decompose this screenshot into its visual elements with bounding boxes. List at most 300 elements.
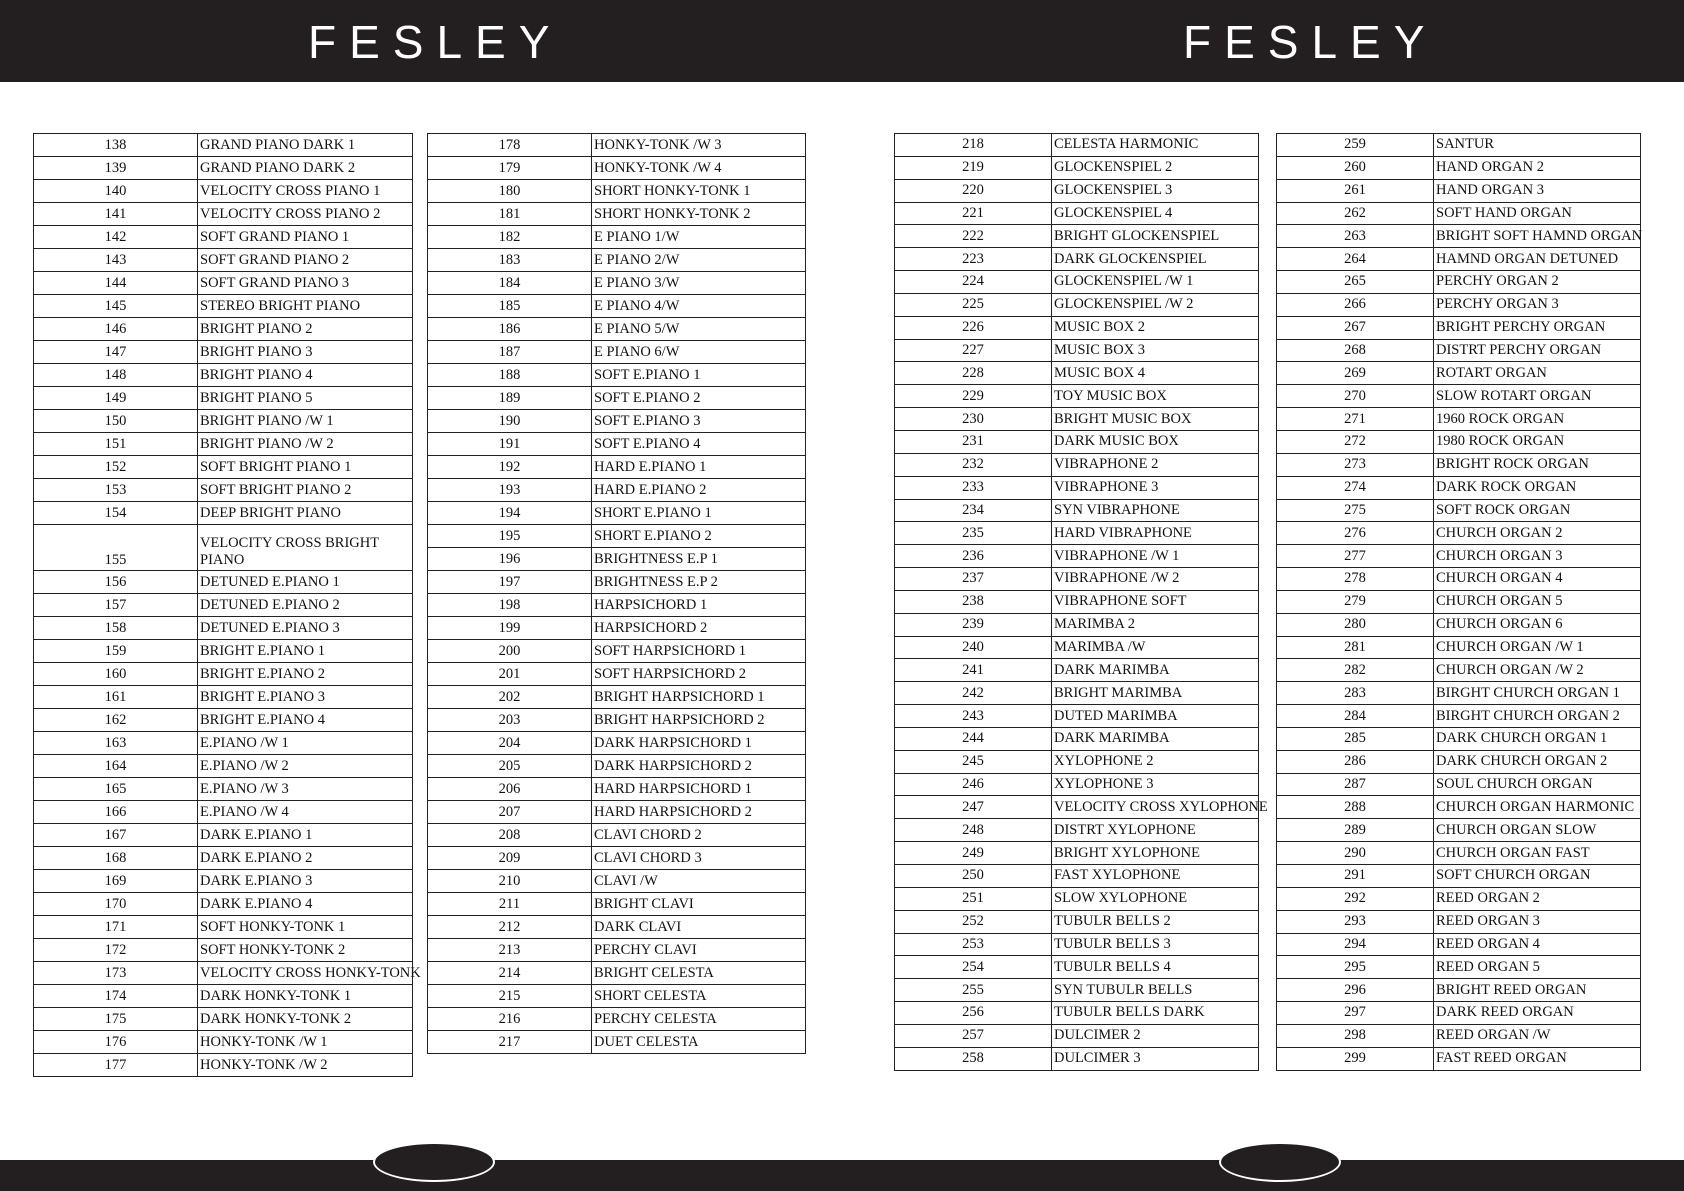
voice-number: 275: [1277, 499, 1434, 522]
voice-name: REED ORGAN 4: [1434, 933, 1641, 956]
voice-name: E.PIANO /W 1: [198, 732, 413, 755]
voice-name: DEEP BRIGHT PIANO: [198, 502, 413, 525]
voice-number: 293: [1277, 910, 1434, 933]
voice-number: 256: [895, 1002, 1052, 1025]
table-row: [1277, 179, 1641, 202]
table-row: [34, 1054, 413, 1077]
voice-table-4: [1276, 133, 1641, 1071]
table-row: [428, 479, 806, 502]
table-row: [428, 893, 806, 916]
voice-name: DARK E.PIANO 4: [198, 893, 413, 916]
voice-number: 202: [428, 686, 592, 709]
voice-number: 162: [34, 709, 198, 732]
table-row: [1277, 339, 1641, 362]
voice-number: 166: [34, 801, 198, 824]
voice-name: BRIGHT CELESTA: [592, 962, 806, 985]
voice-name: E.PIANO /W 3: [198, 778, 413, 801]
table-row: [428, 387, 806, 410]
voice-number: 219: [895, 156, 1052, 179]
table-row: [1277, 910, 1641, 933]
table-row: [1277, 202, 1641, 225]
voice-name: CHURCH ORGAN 5: [1434, 590, 1641, 613]
voice-name: SOFT HARPSICHORD 1: [592, 640, 806, 663]
voice-name: HARD VIBRAPHONE: [1052, 522, 1259, 545]
voice-number: 282: [1277, 659, 1434, 682]
voice-name: DARK HARPSICHORD 1: [592, 732, 806, 755]
voice-name: BRIGHT PIANO 5: [198, 387, 413, 410]
table-row: [34, 203, 413, 226]
table-row: [34, 939, 413, 962]
voice-number: 214: [428, 962, 592, 985]
voice-number: 175: [34, 1008, 198, 1031]
voice-number: 197: [428, 571, 592, 594]
voice-number: 205: [428, 755, 592, 778]
table-row: [1277, 271, 1641, 294]
table-row: [1277, 887, 1641, 910]
voice-name: VIBRAPHONE /W 2: [1052, 568, 1259, 591]
voice-name: BRIGHTNESS E.P 2: [592, 571, 806, 594]
voice-number: 208: [428, 824, 592, 847]
voice-number: 277: [1277, 545, 1434, 568]
voice-name: DARK E.PIANO 2: [198, 847, 413, 870]
voice-number: 191: [428, 433, 592, 456]
voice-number: 148: [34, 364, 198, 387]
table-row: [1277, 819, 1641, 842]
voice-name: BRIGHT MARIMBA: [1052, 682, 1259, 705]
voice-number: 177: [34, 1054, 198, 1077]
voice-name: BRIGHT HARPSICHORD 2: [592, 709, 806, 732]
voice-number: 297: [1277, 1002, 1434, 1025]
voice-number: 295: [1277, 956, 1434, 979]
voice-number: 273: [1277, 453, 1434, 476]
voice-number: 250: [895, 865, 1052, 888]
voice-number: 248: [895, 819, 1052, 842]
voice-number: 241: [895, 659, 1052, 682]
page-number-oval-left: [373, 1142, 495, 1182]
table-row: [1277, 773, 1641, 796]
table-row: [428, 1008, 806, 1031]
table-row: [34, 962, 413, 985]
voice-name: HONKY-TONK /W 1: [198, 1031, 413, 1054]
voice-number: 267: [1277, 316, 1434, 339]
voice-number: 259: [1277, 134, 1434, 157]
voice-name: CLAVI CHORD 3: [592, 847, 806, 870]
table-row: [428, 755, 806, 778]
voice-number: 244: [895, 727, 1052, 750]
voice-name: GLOCKENSPIEL 3: [1052, 179, 1259, 202]
table-row: [1277, 979, 1641, 1002]
voice-name: BRIGHT HARPSICHORD 1: [592, 686, 806, 709]
voice-number: 261: [1277, 179, 1434, 202]
voice-number: 159: [34, 640, 198, 663]
voice-number: 239: [895, 613, 1052, 636]
voice-number: 151: [34, 433, 198, 456]
voice-name: SOFT ROCK ORGAN: [1434, 499, 1641, 522]
table-row: [895, 819, 1259, 842]
voice-number: 284: [1277, 705, 1434, 728]
voice-name: DARK HONKY-TONK 2: [198, 1008, 413, 1031]
voice-number: 281: [1277, 636, 1434, 659]
table-row: [428, 686, 806, 709]
voice-name: SHORT CELESTA: [592, 985, 806, 1008]
voice-number: 227: [895, 339, 1052, 362]
voice-name: TUBULR BELLS 4: [1052, 956, 1259, 979]
brand-logo-right: FESLEY: [1183, 16, 1438, 68]
voice-number: 182: [428, 226, 592, 249]
voice-number: 140: [34, 180, 198, 203]
voice-name: SOFT E.PIANO 3: [592, 410, 806, 433]
table-row: [895, 179, 1259, 202]
table-row: [895, 408, 1259, 431]
table-row: [1277, 362, 1641, 385]
voice-number: 143: [34, 249, 198, 272]
table-row: [1277, 682, 1641, 705]
table-row: [1277, 1024, 1641, 1047]
voice-name: 1980 ROCK ORGAN: [1434, 430, 1641, 453]
voice-name: BRIGHT CLAVI: [592, 893, 806, 916]
table-row: [1277, 636, 1641, 659]
table-row: [34, 686, 413, 709]
table-row: [895, 933, 1259, 956]
table-row: [895, 910, 1259, 933]
table-row: [34, 180, 413, 203]
table-row: [34, 364, 413, 387]
table-row: [428, 916, 806, 939]
voice-name: DARK HONKY-TONK 1: [198, 985, 413, 1008]
voice-name: DARK GLOCKENSPIEL: [1052, 248, 1259, 271]
voice-number: 171: [34, 916, 198, 939]
voice-name: REED ORGAN 5: [1434, 956, 1641, 979]
voice-name: SOFT HONKY-TONK 2: [198, 939, 413, 962]
table-row: [895, 156, 1259, 179]
table-row: [34, 226, 413, 249]
voice-name: PERCHY CELESTA: [592, 1008, 806, 1031]
table-row: [428, 1031, 806, 1054]
table-row: [34, 732, 413, 755]
table-row: [1277, 842, 1641, 865]
voice-number: 147: [34, 341, 198, 364]
voice-name: CHURCH ORGAN 2: [1434, 522, 1641, 545]
table-row: [34, 594, 413, 617]
voice-name: SOFT GRAND PIANO 3: [198, 272, 413, 295]
voice-name: BRIGHT XYLOPHONE: [1052, 842, 1259, 865]
voice-number: 246: [895, 773, 1052, 796]
voice-name: REED ORGAN 2: [1434, 887, 1641, 910]
voice-name: DARK MUSIC BOX: [1052, 430, 1259, 453]
voice-name: GLOCKENSPIEL 2: [1052, 156, 1259, 179]
voice-name: VELOCITY CROSS PIANO 1: [198, 180, 413, 203]
voice-name: DISTRT XYLOPHONE: [1052, 819, 1259, 842]
table-row: [895, 248, 1259, 271]
voice-number: 163: [34, 732, 198, 755]
voice-name: DARK MARIMBA: [1052, 659, 1259, 682]
voice-number: 268: [1277, 339, 1434, 362]
voice-name: E PIANO 1/W: [592, 226, 806, 249]
table-row: [34, 134, 413, 157]
voice-number: 278: [1277, 568, 1434, 591]
voice-number: 266: [1277, 293, 1434, 316]
voice-number: 242: [895, 682, 1052, 705]
voice-name: DARK CHURCH ORGAN 2: [1434, 750, 1641, 773]
table-row: [34, 272, 413, 295]
voice-name: SANTUR: [1434, 134, 1641, 157]
voice-name: SHORT HONKY-TONK 2: [592, 203, 806, 226]
voice-number: 180: [428, 180, 592, 203]
table-row: [1277, 156, 1641, 179]
voice-number: 229: [895, 385, 1052, 408]
table-row: [428, 318, 806, 341]
table-row: [428, 410, 806, 433]
voice-number: 292: [1277, 887, 1434, 910]
voice-number: 154: [34, 502, 198, 525]
voice-name: BRIGHT PIANO 3: [198, 341, 413, 364]
voice-name: VELOCITY CROSS BRIGHT PIANO: [198, 525, 413, 571]
page-number-oval-right: [1219, 1142, 1341, 1182]
voice-number: 174: [34, 985, 198, 1008]
voice-number: 157: [34, 594, 198, 617]
voice-name: SOUL CHURCH ORGAN: [1434, 773, 1641, 796]
table-row: [895, 705, 1259, 728]
table-row: [895, 887, 1259, 910]
table-row: [895, 453, 1259, 476]
voice-number: 215: [428, 985, 592, 1008]
voice-name: TUBULR BELLS 3: [1052, 933, 1259, 956]
voice-name: SLOW XYLOPHONE: [1052, 887, 1259, 910]
voice-name: HAND ORGAN 2: [1434, 156, 1641, 179]
table-row: [895, 842, 1259, 865]
table-row: [34, 801, 413, 824]
table-row: [895, 545, 1259, 568]
voice-number: 247: [895, 796, 1052, 819]
table-row: [895, 225, 1259, 248]
voice-number: 220: [895, 179, 1052, 202]
voice-name: STEREO BRIGHT PIANO: [198, 295, 413, 318]
table-row: [1277, 727, 1641, 750]
table-row: [1277, 613, 1641, 636]
table-row: [1277, 225, 1641, 248]
table-row: [34, 824, 413, 847]
voice-number: 190: [428, 410, 592, 433]
table-row: [895, 750, 1259, 773]
table-row: [34, 778, 413, 801]
table-row: [428, 571, 806, 594]
table-row: [34, 525, 413, 571]
voice-name: VIBRAPHONE SOFT: [1052, 590, 1259, 613]
table-row: [895, 202, 1259, 225]
table-row: [895, 293, 1259, 316]
brand-logo-left: FESLEY: [308, 16, 563, 68]
voice-number: 291: [1277, 865, 1434, 888]
voice-number: 186: [428, 318, 592, 341]
table-row: [34, 640, 413, 663]
table-row: [34, 870, 413, 893]
table-row: [895, 1002, 1259, 1025]
voice-name: DARK CHURCH ORGAN 1: [1434, 727, 1641, 750]
voice-number: 158: [34, 617, 198, 640]
table-row: [1277, 293, 1641, 316]
voice-name: VIBRAPHONE 3: [1052, 476, 1259, 499]
voice-name: E PIANO 4/W: [592, 295, 806, 318]
voice-name: SYN TUBULR BELLS: [1052, 979, 1259, 1002]
voice-name: SOFT BRIGHT PIANO 1: [198, 456, 413, 479]
voice-number: 257: [895, 1024, 1052, 1047]
table-row: [34, 295, 413, 318]
voice-number: 207: [428, 801, 592, 824]
voice-number: 188: [428, 364, 592, 387]
table-row: [34, 755, 413, 778]
table-row: [895, 1047, 1259, 1070]
voice-number: 237: [895, 568, 1052, 591]
table-row: [34, 1031, 413, 1054]
voice-number: 212: [428, 916, 592, 939]
voice-name: SYN VIBRAPHONE: [1052, 499, 1259, 522]
voice-number: 265: [1277, 271, 1434, 294]
voice-number: 146: [34, 318, 198, 341]
voice-number: 192: [428, 456, 592, 479]
voice-name: GLOCKENSPIEL /W 1: [1052, 271, 1259, 294]
voice-number: 238: [895, 590, 1052, 613]
voice-name: BIRGHT CHURCH ORGAN 1: [1434, 682, 1641, 705]
voice-name: BRIGHT PERCHY ORGAN: [1434, 316, 1641, 339]
table-row: [34, 433, 413, 456]
voice-name: SOFT HARPSICHORD 2: [592, 663, 806, 686]
voice-number: 198: [428, 594, 592, 617]
voice-number: 249: [895, 842, 1052, 865]
voice-number: 230: [895, 408, 1052, 431]
table-row: [1277, 499, 1641, 522]
voice-table-3: [894, 133, 1268, 1071]
table-row: [1277, 476, 1641, 499]
table-row: [1277, 568, 1641, 591]
voice-name: SLOW ROTART ORGAN: [1434, 385, 1641, 408]
voice-name: HARPSICHORD 2: [592, 617, 806, 640]
voice-number: 195: [428, 525, 592, 548]
voice-number: 231: [895, 430, 1052, 453]
voice-name: CHURCH ORGAN /W 1: [1434, 636, 1641, 659]
voice-number: 274: [1277, 476, 1434, 499]
voice-number: 260: [1277, 156, 1434, 179]
table-row: [1277, 545, 1641, 568]
voice-name: DARK MARIMBA: [1052, 727, 1259, 750]
voice-number: 142: [34, 226, 198, 249]
voice-name: CHURCH ORGAN HARMONIC: [1434, 796, 1641, 819]
table-row: [428, 939, 806, 962]
voice-number: 216: [428, 1008, 592, 1031]
voice-name: E PIANO 6/W: [592, 341, 806, 364]
voice-number: 213: [428, 939, 592, 962]
voice-name: DETUNED E.PIANO 3: [198, 617, 413, 640]
voice-number: 287: [1277, 773, 1434, 796]
voice-name: HONKY-TONK /W 4: [592, 157, 806, 180]
voice-name: DARK HARPSICHORD 2: [592, 755, 806, 778]
voice-name: HONKY-TONK /W 3: [592, 134, 806, 157]
voice-name: VIBRAPHONE 2: [1052, 453, 1259, 476]
table-row: [428, 617, 806, 640]
voice-name: CHURCH ORGAN /W 2: [1434, 659, 1641, 682]
voice-name: DARK E.PIANO 1: [198, 824, 413, 847]
table-row: [1277, 933, 1641, 956]
table-row: [428, 295, 806, 318]
voice-name: PERCHY ORGAN 3: [1434, 293, 1641, 316]
table-row: [428, 272, 806, 295]
table-row: [428, 157, 806, 180]
voice-table-2: [427, 133, 806, 1054]
voice-name: BRIGHT ROCK ORGAN: [1434, 453, 1641, 476]
voice-number: 184: [428, 272, 592, 295]
table-row: [428, 709, 806, 732]
table-row: [895, 271, 1259, 294]
table-row: [428, 341, 806, 364]
table-row: [1277, 248, 1641, 271]
table-row: [34, 456, 413, 479]
voice-name: BRIGHT PIANO 2: [198, 318, 413, 341]
voice-number: 160: [34, 663, 198, 686]
voice-name: E PIANO 5/W: [592, 318, 806, 341]
voice-number: 179: [428, 157, 592, 180]
voice-name: DULCIMER 2: [1052, 1024, 1259, 1047]
voice-name: BIRGHT CHURCH ORGAN 2: [1434, 705, 1641, 728]
voice-name: TOY MUSIC BOX: [1052, 385, 1259, 408]
voice-name: E PIANO 2/W: [592, 249, 806, 272]
table-row: [895, 339, 1259, 362]
voice-number: 199: [428, 617, 592, 640]
voice-number: 173: [34, 962, 198, 985]
voice-name: BRIGHT REED ORGAN: [1434, 979, 1641, 1002]
table-row: [428, 870, 806, 893]
table-row: [428, 502, 806, 525]
voice-number: 165: [34, 778, 198, 801]
voice-name: BRIGHT E.PIANO 1: [198, 640, 413, 663]
voice-name: BRIGHT E.PIANO 3: [198, 686, 413, 709]
voice-name: BRIGHT PIANO 4: [198, 364, 413, 387]
voice-name: HAMND ORGAN DETUNED: [1434, 248, 1641, 271]
voice-name: BRIGHT GLOCKENSPIEL: [1052, 225, 1259, 248]
voice-name: SOFT GRAND PIANO 2: [198, 249, 413, 272]
voice-number: 299: [1277, 1047, 1434, 1070]
voice-number: 170: [34, 893, 198, 916]
voice-number: 254: [895, 956, 1052, 979]
voice-name: DUTED MARIMBA: [1052, 705, 1259, 728]
voice-number: 155: [34, 525, 198, 571]
voice-number: 251: [895, 887, 1052, 910]
table-row: [895, 316, 1259, 339]
voice-number: 181: [428, 203, 592, 226]
voice-number: 235: [895, 522, 1052, 545]
voice-name: BRIGHT PIANO /W 1: [198, 410, 413, 433]
voice-name: BRIGHT E.PIANO 2: [198, 663, 413, 686]
table-row: [428, 962, 806, 985]
table-row: [428, 778, 806, 801]
voice-number: 298: [1277, 1024, 1434, 1047]
voice-name: CHURCH ORGAN 4: [1434, 568, 1641, 591]
voice-name: GRAND PIANO DARK 2: [198, 157, 413, 180]
voice-name: MUSIC BOX 4: [1052, 362, 1259, 385]
voice-number: 139: [34, 157, 198, 180]
voice-name: HARD E.PIANO 1: [592, 456, 806, 479]
table-row: [895, 979, 1259, 1002]
table-row: [895, 499, 1259, 522]
voice-name: GLOCKENSPIEL 4: [1052, 202, 1259, 225]
table-row: [895, 865, 1259, 888]
voice-name: HAND ORGAN 3: [1434, 179, 1641, 202]
voice-name: SHORT E.PIANO 2: [592, 525, 806, 548]
table-row: [428, 433, 806, 456]
voice-number: 156: [34, 571, 198, 594]
table-row: [428, 985, 806, 1008]
table-row: [1277, 750, 1641, 773]
voice-name: CLAVI CHORD 2: [592, 824, 806, 847]
table-row: [34, 617, 413, 640]
